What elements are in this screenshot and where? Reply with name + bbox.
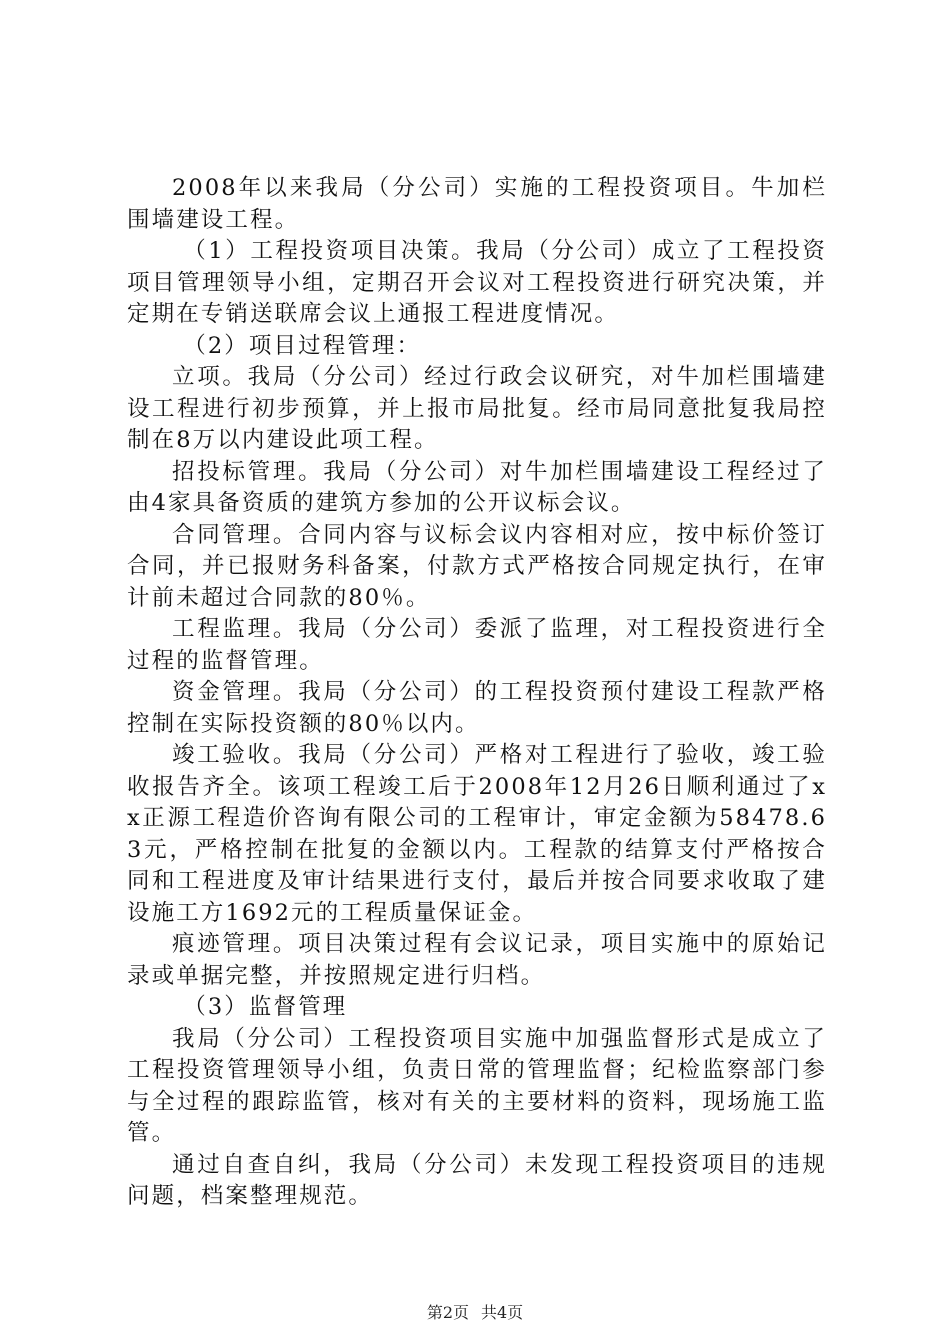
paragraph-acceptance: 竣工验收。我局（分公司）严格对工程进行了验收，竣工验收报告齐全。该项工程竣工后于2008年12月26日顺利通过了xx正源工程造价咨询有限公司的工程审计，审定金额为58478.63元，严格控制在批复的金额以内。工程款的结算支付严格按合同和工程进度及审计结果进行支付，最后并按合同要求收取了建设施工方1692元的工程质量保证金。 <box>127 742 827 926</box>
paragraph-funds: 资金管理。我局（分公司）的工程投资预付建设工程款严格控制在实际投资额的80％以内。 <box>127 679 827 737</box>
page-number: 第2页 <box>426 1303 469 1322</box>
paragraph-process-heading: （2）项目过程管理： <box>183 332 422 359</box>
paragraph-supervision: 工程监理。我局（分公司）委派了监理，对工程投资进行全过程的监督管理。 <box>127 616 827 674</box>
paragraph-bidding: 招投标管理。我局（分公司）对牛加栏围墙建设工程经过了由4家具备资质的建筑方参加的公开议标会议。 <box>127 458 827 516</box>
paragraph-intro: 2008年以来我局（分公司）实施的工程投资项目。牛加栏围墙建设工程。 <box>127 175 827 233</box>
paragraph-project-decision: （1）工程投资项目决策。我局（分公司）成立了工程投资项目管理领导小组，定期召开会议对工程投资进行研究决策，并定期在专销送联席会议上通报工程进度情况。 <box>127 238 827 327</box>
page-footer <box>0 1302 950 1324</box>
paragraph-oversight: 我局（分公司）工程投资项目实施中加强监督形式是成立了工程投资管理领导小组，负责日常的管理监督；纪检监察部门参与全过程的跟踪监管，核对有关的主要材料的资料，现场施工监管。 <box>127 1025 827 1146</box>
page-total: 共4页 <box>481 1303 524 1322</box>
paragraph-project-approval: 立项。我局（分公司）经过行政会议研究，对牛加栏围墙建设工程进行初步预算，并上报市局批复。经市局同意批复我局控制在8万以内建设此项工程。 <box>127 364 827 453</box>
paragraph-records: 痕迹管理。项目决策过程有会议记录，项目实施中的原始记录或单据完整，并按照规定进行归档。 <box>127 931 827 989</box>
paragraph-oversight-heading: （3）监督管理 <box>183 994 348 1020</box>
paragraph-conclusion: 通过自查自纠，我局（分公司）未发现工程投资项目的违规问题，档案整理规范。 <box>127 1151 827 1209</box>
document-body <box>127 173 827 1213</box>
paragraph-contract: 合同管理。合同内容与议标会议内容相对应，按中标价签订合同，并已报财务科备案，付款方式严格按合同规定执行，在审计前未超过合同款的80％。 <box>127 521 827 611</box>
